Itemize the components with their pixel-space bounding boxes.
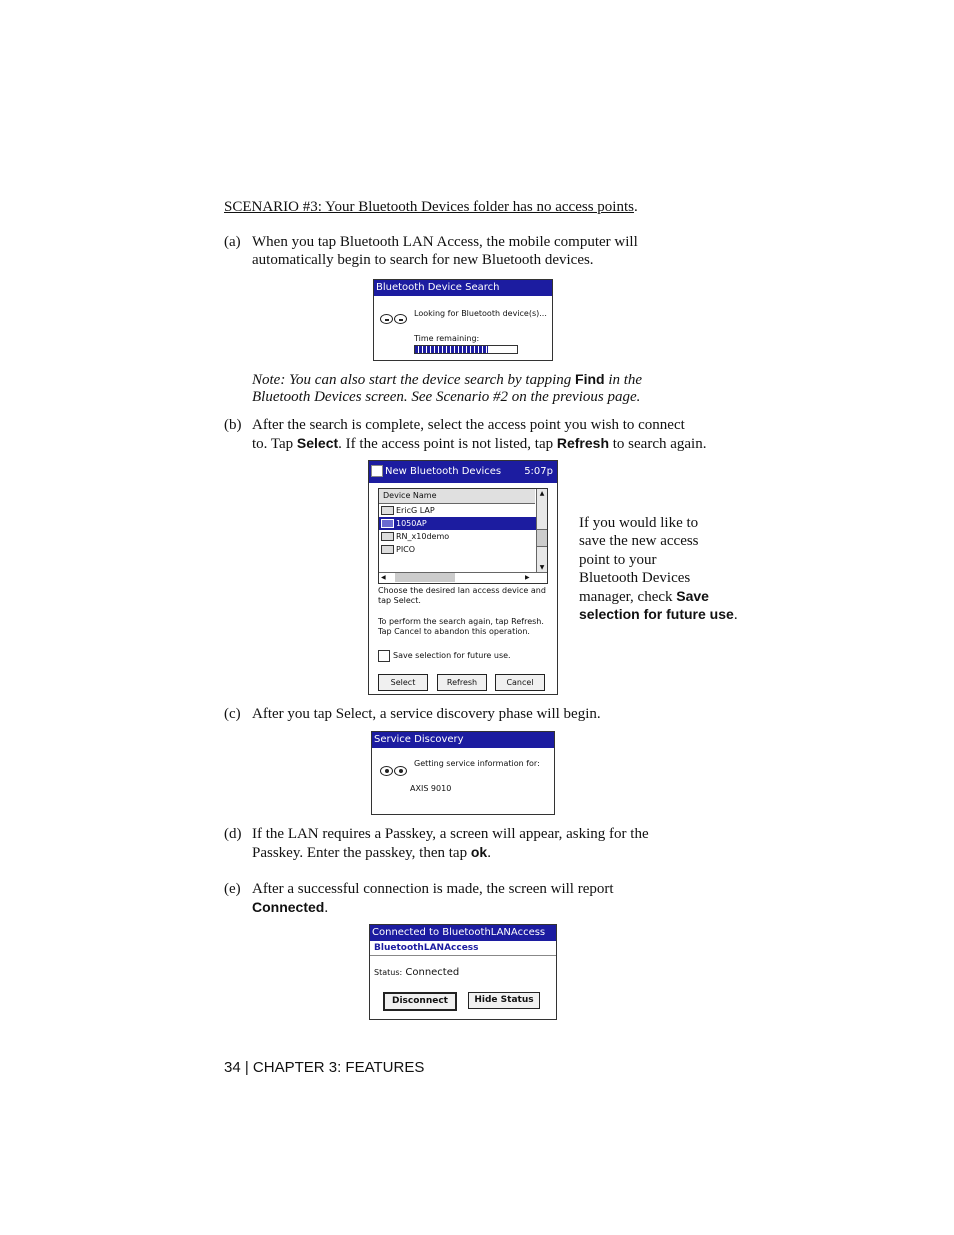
save-selection-label: Save selection for future use. xyxy=(393,651,511,660)
status-value: Connected xyxy=(405,967,460,978)
time-remaining-label: Time remaining: xyxy=(414,334,480,343)
step-d-line2 xyxy=(252,843,491,862)
device-row[interactable] xyxy=(379,543,537,556)
instructions-1-line1: Choose the desired lan access device and xyxy=(378,586,546,595)
lan-device-icon xyxy=(381,519,394,528)
step-b-line1: After the search is complete, select the access point you wish to connect xyxy=(252,417,685,433)
step-e-line2 xyxy=(252,898,328,917)
device-name: PICO xyxy=(396,545,416,554)
scroll-thumb[interactable] xyxy=(537,529,547,547)
note-line2: Bluetooth Devices screen. See Scenario #2 on the previous page. xyxy=(252,389,641,405)
note-find: Find xyxy=(575,371,605,387)
device-name: EricG LAP xyxy=(396,506,435,515)
instructions-1-line2: tap Select. xyxy=(378,596,421,605)
service-discovery-screen xyxy=(371,731,555,815)
step-c-label: (c) xyxy=(224,706,241,722)
searching-eyes-icon xyxy=(380,309,408,328)
search-title: Bluetooth Device Search xyxy=(374,280,552,296)
column-header-device-name[interactable]: Device Name xyxy=(379,489,535,504)
save-selection-checkbox[interactable] xyxy=(378,650,390,662)
hide-status-button[interactable]: Hide Status xyxy=(468,992,540,1009)
side-note-line2: save the new access xyxy=(579,533,699,549)
device-list xyxy=(378,488,548,584)
heading-period: . xyxy=(633,199,638,215)
devices-titlebar xyxy=(369,461,557,483)
status-row xyxy=(374,967,459,978)
step-d-line1: If the LAN requires a Passkey, a screen will appear, asking for the xyxy=(252,826,649,842)
scroll-down-icon[interactable]: ▼ xyxy=(539,564,545,571)
side-note-save: Save xyxy=(676,588,709,604)
clock: 5:07p xyxy=(524,466,553,477)
step-d-l2-b: . xyxy=(487,845,491,861)
connected-screen xyxy=(369,924,557,1020)
step-e-line1: After a successful connection is made, the screen will report xyxy=(252,881,614,897)
step-a-line2: automatically begin to search for new Bluetooth devices. xyxy=(252,252,594,268)
side-note-line1: If you would like to xyxy=(579,515,699,531)
step-e-connected: Connected xyxy=(252,899,325,915)
step-d-ok: ok xyxy=(470,844,488,860)
refresh-button[interactable]: Refresh xyxy=(437,674,487,691)
note-part1: Note: You can also start the device search by tapping xyxy=(252,372,576,388)
connected-title: Connected to BluetoothLANAccess xyxy=(370,925,556,941)
device-row[interactable] xyxy=(379,517,537,530)
step-b-line2 xyxy=(252,434,706,453)
device-rows xyxy=(379,504,537,556)
step-e-period: . xyxy=(324,900,329,916)
step-b-label: (b) xyxy=(224,417,242,433)
horizontal-scrollbar[interactable] xyxy=(379,572,547,583)
lan-device-icon xyxy=(381,532,394,541)
scenario-heading: SCENARIO #3: Your Bluetooth Devices folder has no access points xyxy=(224,199,634,215)
instructions-2-line2: Tap Cancel to abandon this operation. xyxy=(378,627,530,636)
scenario-heading-line xyxy=(224,198,638,216)
side-note-line6 xyxy=(579,605,738,624)
discovery-title: Service Discovery xyxy=(372,732,554,748)
step-d-label: (d) xyxy=(224,826,242,842)
step-b-refresh: Refresh xyxy=(556,435,610,451)
scroll-up-icon[interactable]: ▲ xyxy=(539,490,545,497)
step-b-select: Select xyxy=(296,435,339,451)
note-part2: in the xyxy=(604,372,643,388)
step-b-l2-c: to search again. xyxy=(609,436,707,452)
device-row[interactable] xyxy=(379,504,537,517)
search-progress-bar xyxy=(414,345,518,354)
device-search-screen xyxy=(373,279,553,361)
vertical-scrollbar[interactable] xyxy=(536,489,547,573)
device-row[interactable] xyxy=(379,530,537,543)
step-d-l2-a: Passkey. Enter the passkey, then tap xyxy=(252,845,471,861)
discovered-device: AXIS 9010 xyxy=(410,784,452,793)
new-devices-screen xyxy=(368,460,558,695)
scroll-left-icon[interactable]: ◀ xyxy=(381,574,386,581)
side-note-l5: manager, check xyxy=(579,589,677,605)
device-name: 1050AP xyxy=(396,519,427,528)
discovery-eyes-icon xyxy=(380,761,408,780)
side-note-period: . xyxy=(733,607,738,623)
devices-title: New Bluetooth Devices xyxy=(385,466,502,477)
cancel-button[interactable]: Cancel xyxy=(495,674,545,691)
step-e-label: (e) xyxy=(224,881,241,897)
side-note-line4: Bluetooth Devices xyxy=(579,570,691,586)
search-looking-text: Looking for Bluetooth device(s)... xyxy=(414,309,547,318)
disconnect-button[interactable]: Disconnect xyxy=(383,992,457,1011)
side-note-line5 xyxy=(579,587,709,606)
connected-subtitle: BluetoothLANAccess xyxy=(370,941,556,956)
side-note-l6: selection for future use xyxy=(579,606,734,622)
step-c-text: After you tap Select, a service discovery phase will begin. xyxy=(252,706,601,722)
scroll-right-icon[interactable]: ▶ xyxy=(525,574,530,581)
lan-device-icon xyxy=(381,506,394,515)
step-b-l2-b: . If the access point is not listed, tap xyxy=(338,436,557,452)
note-line1 xyxy=(252,370,642,389)
page-footer: 34 | CHAPTER 3: FEATURES xyxy=(224,1059,425,1076)
step-a-line1: When you tap Bluetooth LAN Access, the mobile computer will xyxy=(252,234,638,250)
lan-device-icon xyxy=(381,545,394,554)
side-note-line3: point to your xyxy=(579,552,657,568)
windows-start-icon[interactable] xyxy=(371,465,383,477)
getting-info-text: Getting service information for: xyxy=(414,759,540,768)
step-a-label: (a) xyxy=(224,234,241,250)
step-b-l2-a: to. Tap xyxy=(252,436,297,452)
instructions-2-line1: To perform the search again, tap Refresh. xyxy=(378,617,544,626)
h-scroll-thumb[interactable] xyxy=(395,573,455,582)
select-button[interactable]: Select xyxy=(378,674,428,691)
device-name: RN_x10demo xyxy=(396,532,450,541)
search-progress-fill xyxy=(415,346,488,353)
status-label: Status: xyxy=(374,968,403,977)
